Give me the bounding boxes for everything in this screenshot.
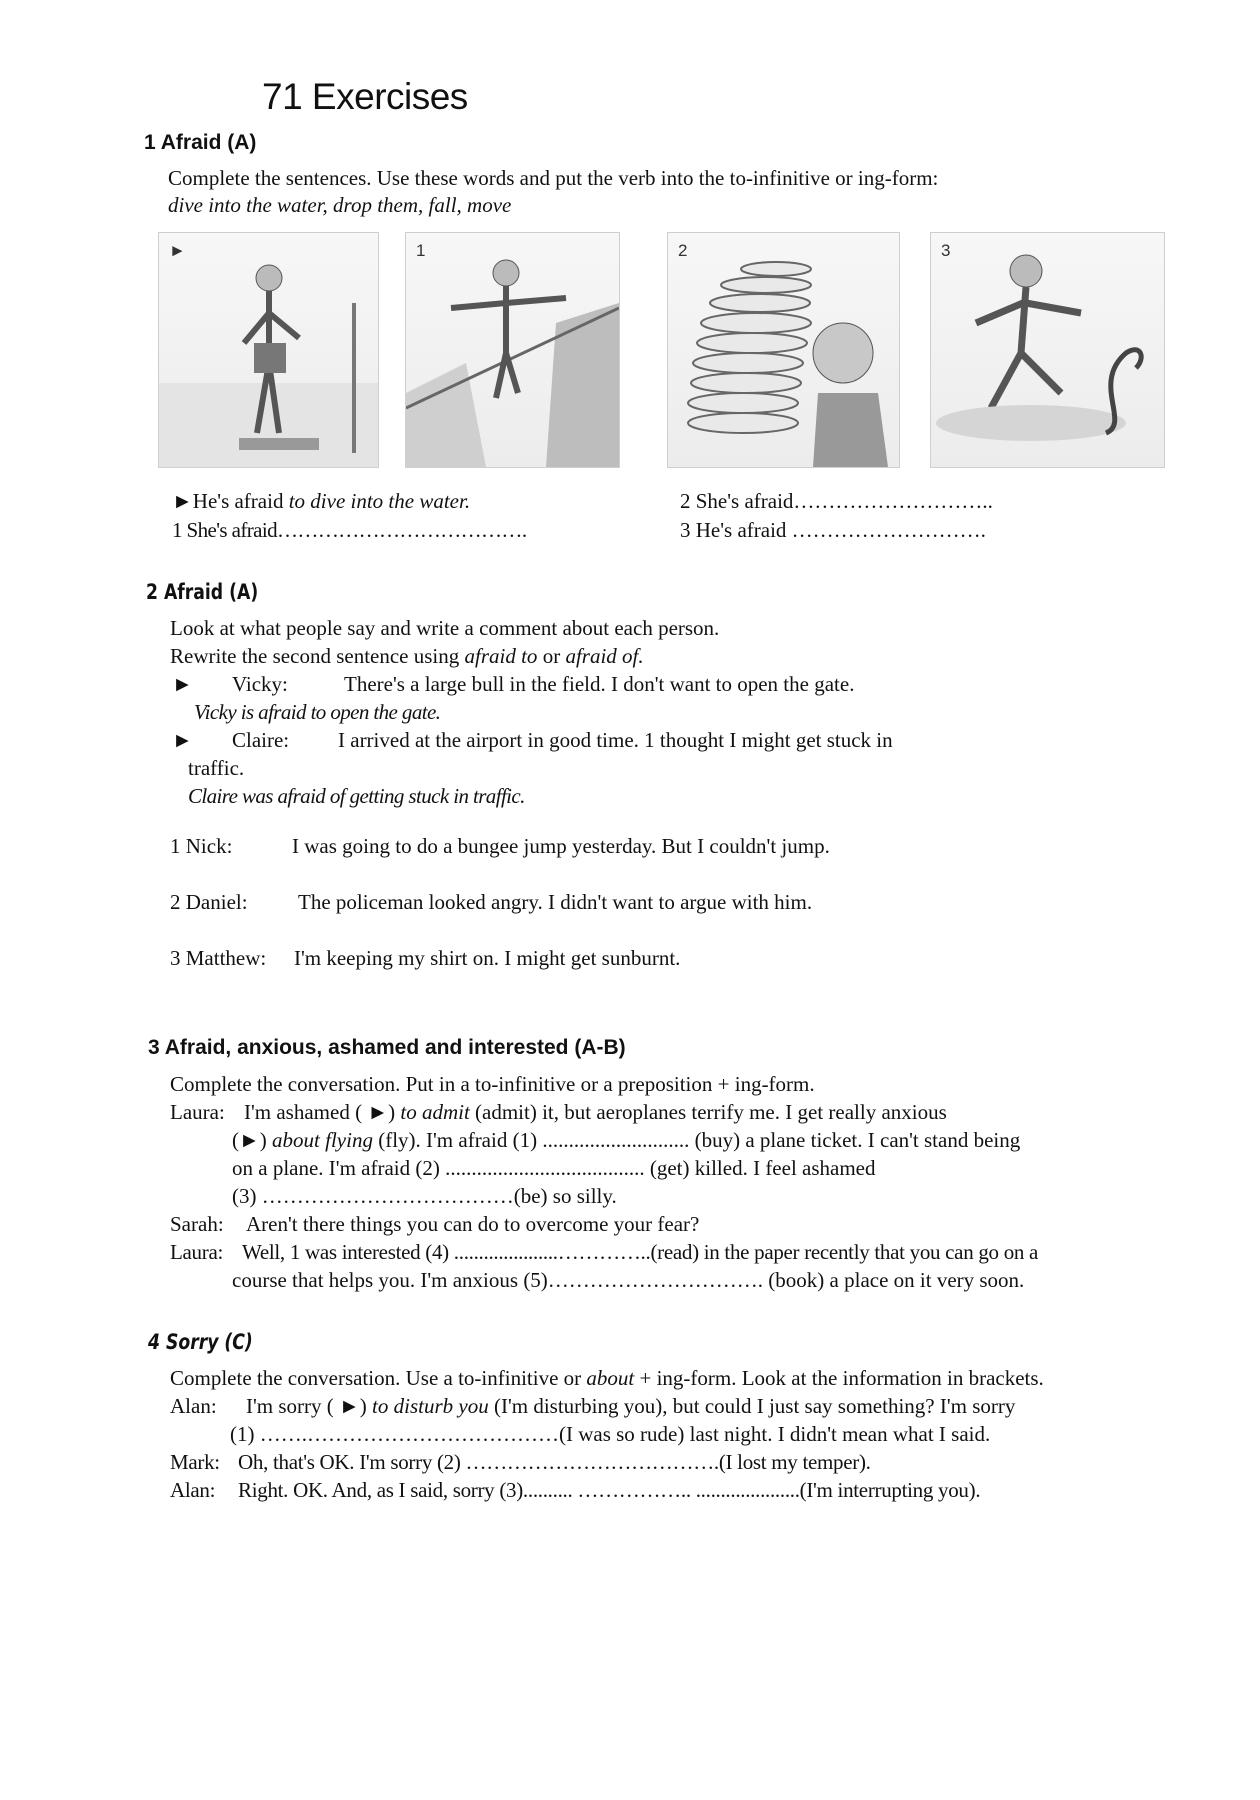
speaker-name: Mark: xyxy=(170,1450,220,1474)
line-text: (admit) it, but aeroplanes terrify me. I get really anxious xyxy=(469,1100,947,1124)
line-text: (►) xyxy=(232,1128,273,1152)
instruction-text: + ing-form. Look at the information in brackets. xyxy=(634,1366,1044,1390)
speaker-text: I'm keeping my shirt on. I might get sunburnt. xyxy=(294,946,681,970)
line-text: Aren't there things you can do to overcome your fear? xyxy=(246,1212,700,1236)
instruction-text: or xyxy=(537,644,566,668)
speaker-name: Claire: xyxy=(232,728,290,752)
exercise-4-instruction xyxy=(170,1366,1044,1391)
line-text: Right. OK. And, as I said, sorry (3).......... …………….. .....................(I'm interrupting you). xyxy=(238,1478,981,1502)
exercise-1-heading: 1 Afraid (A) xyxy=(144,131,257,154)
picture-plates xyxy=(667,232,900,468)
example-prefix: He's afraid xyxy=(192,489,289,513)
speaker-name: Laura: xyxy=(170,1100,225,1124)
example-marker: ► xyxy=(172,672,193,696)
speaker-text: I arrived at the airport in good time. 1 thought I might get stuck in xyxy=(338,728,893,752)
exercise-1-word-list: dive into the water, drop them, fall, move xyxy=(168,193,512,217)
example-marker: ► xyxy=(172,489,193,513)
speaker-name: 3 Matthew: xyxy=(170,946,267,970)
line-text: I'm sorry ( ►) xyxy=(246,1394,373,1418)
example-answer: to disturb you xyxy=(372,1394,489,1418)
man-diving-board-icon xyxy=(159,233,378,467)
exercise-2-item-1[interactable] xyxy=(170,834,830,859)
exercise-1-instruction: Complete the sentences. Use these words and put the verb into the to-infinitive or ing-form: xyxy=(168,166,939,190)
exercise-3-line-3[interactable]: on a plane. I'm afraid (2) ...................................... (get) killed. I feel ashamed xyxy=(232,1156,876,1180)
exercise-3-line-6[interactable] xyxy=(170,1240,1038,1265)
example-marker: ► xyxy=(172,728,193,752)
exercise-2-heading: 2 Afraid (A) xyxy=(146,580,259,604)
picture-label: 2 xyxy=(678,241,688,260)
exercise-3-line-1 xyxy=(170,1100,947,1125)
exercise-2-example-2-cont: traffic. xyxy=(188,756,245,780)
exercise-2-item-3[interactable] xyxy=(170,946,680,971)
exercise-4-line-4[interactable] xyxy=(170,1478,980,1503)
exercise-3-line-5 xyxy=(170,1212,699,1237)
instruction-text: Rewrite the second sentence using xyxy=(170,644,465,668)
plates-stack-icon xyxy=(668,233,899,467)
picture-snake xyxy=(930,232,1165,468)
speaker-name: Vicky: xyxy=(232,672,288,696)
exercise-2-instruction-2 xyxy=(170,644,644,669)
instruction-text: Complete the conversation. Use a to-infinitive or xyxy=(170,1366,587,1390)
exercise-4-heading: 4 Sorry (C) xyxy=(148,1330,253,1354)
speaker-text: There's a large bull in the field. I don't want to open the gate. xyxy=(344,672,855,696)
line-text: Oh, that's OK. I'm sorry (2) ……………………………….(I lost my temper). xyxy=(238,1450,871,1474)
page-title: 71 Exercises xyxy=(262,76,468,117)
exercise-4-line-2[interactable]: (1) …….………………………………(I was so rude) last night. I didn't mean what I said. xyxy=(230,1422,991,1446)
instruction-italic: about xyxy=(586,1366,635,1390)
speaker-text: The policeman looked angry. I didn't want to argue with him. xyxy=(298,890,813,914)
woman-tightrope-icon xyxy=(406,233,619,467)
instruction-italic: afraid to xyxy=(464,644,538,668)
exercise-3-line-4[interactable]: (3) ………………………………(be) so silly. xyxy=(232,1184,617,1208)
exercise-2-example-2-answer: Claire was afraid of getting stuck in traffic. xyxy=(188,784,525,808)
exercise-1-item-1[interactable]: 1 She's afraid………………………………. xyxy=(172,518,527,542)
picture-tightrope xyxy=(405,232,620,468)
exercise-4-line-3[interactable] xyxy=(170,1450,871,1475)
exercise-4-line-1 xyxy=(170,1394,1015,1419)
line-text: (I'm disturbing you), but could I just say something? I'm sorry xyxy=(488,1394,1016,1418)
line-text: Well, 1 was interested (4) .....................…………..(read) in the paper recently that you can go on a xyxy=(242,1240,1039,1264)
instruction-italic: afraid of. xyxy=(565,644,644,668)
picture-label: 1 xyxy=(416,241,426,260)
exercise-2-item-2[interactable] xyxy=(170,890,812,915)
line-text: (fly). I'm afraid (1) ............................ (buy) a plane ticket. I can't stand being xyxy=(372,1128,1021,1152)
exercise-1-item-3[interactable]: 3 He's afraid ………………………. xyxy=(680,518,986,542)
picture-label: 3 xyxy=(941,241,951,260)
exercise-3-line-7[interactable]: course that helps you. I'm anxious (5)…………………………. (book) a place on it very soon. xyxy=(232,1268,1025,1292)
exercise-3-instruction: Complete the conversation. Put in a to-infinitive or a preposition + ing-form. xyxy=(170,1072,815,1096)
picture-label: ► xyxy=(169,241,186,260)
speaker-name: Alan: xyxy=(170,1394,217,1418)
picture-diving xyxy=(158,232,379,468)
line-text: I'm ashamed ( ►) xyxy=(244,1100,401,1124)
speaker-name: 1 Nick: xyxy=(170,834,233,858)
exercise-3-line-2[interactable] xyxy=(232,1128,1020,1153)
exercise-2-instruction: Look at what people say and write a comment about each person. xyxy=(170,616,720,640)
speaker-name: Sarah: xyxy=(170,1212,224,1236)
speaker-name: 2 Daniel: xyxy=(170,890,248,914)
exercise-2-example-1-answer: Vicky is afraid to open the gate. xyxy=(194,700,441,724)
exercise-1-example xyxy=(172,489,470,514)
exercise-3-heading: 3 Afraid, anxious, ashamed and interested (A-B) xyxy=(148,1036,626,1059)
speaker-name: Alan: xyxy=(170,1478,216,1502)
example-answer: about flying xyxy=(272,1128,373,1152)
exercise-1-item-2[interactable]: 2 She's afraid……………………….. xyxy=(680,489,993,513)
example-answer: to dive into the water. xyxy=(288,489,471,513)
example-answer: to admit xyxy=(400,1100,470,1124)
exercise-2-example-1 xyxy=(172,672,854,697)
exercise-2-example-2 xyxy=(172,728,893,753)
man-snake-icon xyxy=(931,233,1164,467)
speaker-text: I was going to do a bungee jump yesterday. But I couldn't jump. xyxy=(292,834,830,858)
speaker-name: Laura: xyxy=(170,1240,223,1264)
